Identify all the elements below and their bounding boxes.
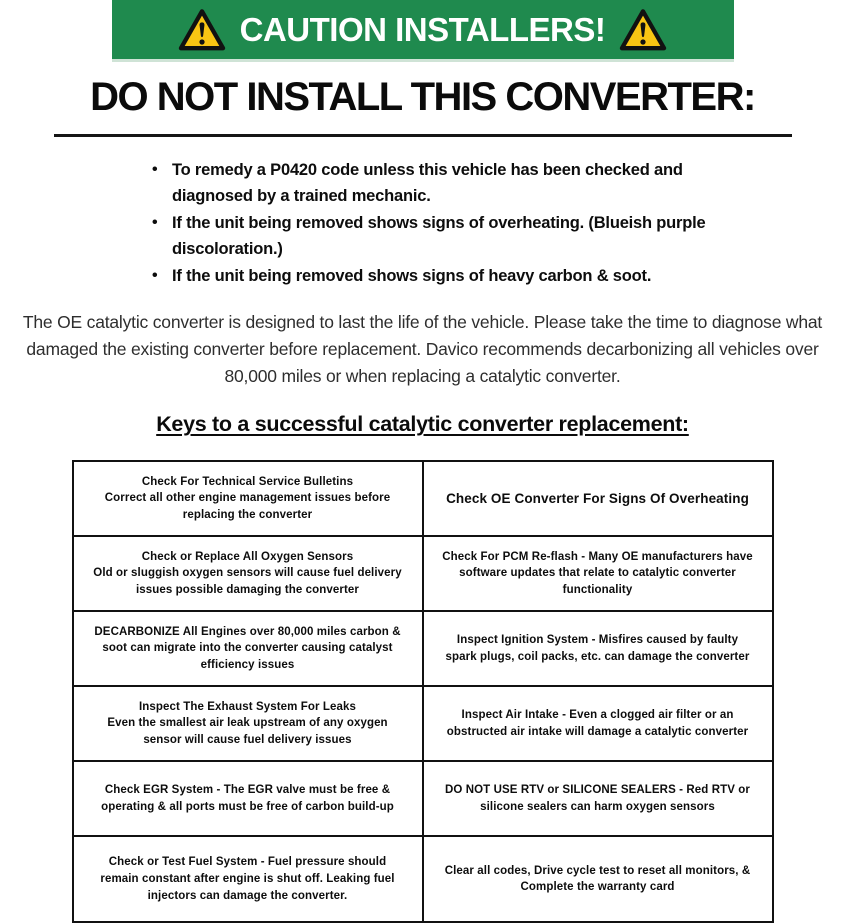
table-cell bbox=[423, 761, 773, 836]
table-cell bbox=[73, 611, 423, 686]
table-cell bbox=[423, 461, 773, 536]
table-cell bbox=[73, 761, 423, 836]
caution-banner bbox=[112, 0, 734, 62]
table-cell bbox=[423, 836, 773, 922]
cell-text: DECARBONIZE All Engines over 80,000 miles carbon & soot can migrate into the converter causing catalyst efficiency issues bbox=[94, 625, 401, 672]
cell-text: Check For PCM Re-flash - Many OE manufacturers have software updates that relate to catalytic converter functionality bbox=[442, 550, 753, 597]
cell-text: Correct all other engine management issues before replacing the converter bbox=[104, 492, 391, 522]
keys-section-title: Keys to a successful catalytic converter replacement: bbox=[156, 412, 689, 437]
warning-bullet-item: • If the unit being removed shows signs of overheating. (Blueish purple discoloration.) bbox=[150, 210, 715, 263]
cell-text: Clear all codes, Drive cycle test to reset all monitors, & Complete the warranty card bbox=[444, 864, 751, 894]
cell-text: Check or Test Fuel System - Fuel pressure should remain constant after engine is shut off. Leaking fuel injectors can damage the converter. bbox=[100, 856, 395, 902]
cell-text: Check For Technical Service Bulletins bbox=[141, 475, 354, 488]
table-row bbox=[73, 761, 773, 836]
keys-table bbox=[72, 460, 774, 923]
page-title: DO NOT INSTALL THIS CONVERTER: bbox=[90, 75, 755, 119]
cell-text: Old or sluggish oxygen sensors will cause fuel delivery issues possible damaging the converter bbox=[93, 567, 402, 597]
table-cell bbox=[73, 686, 423, 761]
table-cell bbox=[73, 536, 423, 611]
table-row bbox=[73, 536, 773, 611]
cell-text: Check OE Converter For Signs Of Overheating bbox=[446, 491, 749, 507]
banner-title: CAUTION INSTALLERS! bbox=[239, 10, 606, 48]
table-cell bbox=[423, 536, 773, 611]
divider-line bbox=[54, 134, 792, 137]
cell-text: Check EGR System - The EGR valve must be free & operating & all ports must be free of carbon build-up bbox=[101, 784, 394, 813]
warning-bullet-item: • To remedy a P0420 code unless this vehicle has been checked and diagnosed by a trained mechanic. bbox=[150, 157, 715, 210]
warning-bullet-list bbox=[150, 157, 715, 289]
warning-triangle-icon bbox=[619, 8, 667, 52]
table-cell bbox=[73, 836, 423, 922]
intro-paragraph: The OE catalytic converter is designed to last the life of the vehicle. Please take the time to diagnose what damaged the existing converter before replacement. Davico recommends decarbonizing all vehicles over 80,000 miles or when replacing a catalytic converter. bbox=[22, 311, 823, 387]
cell-text: Inspect Air Intake - Even a clogged air filter or an obstructed air intake will damage a catalytic converter bbox=[446, 709, 749, 738]
table-row bbox=[73, 611, 773, 686]
warning-triangle-icon bbox=[178, 8, 226, 52]
table-row bbox=[73, 686, 773, 761]
table-cell bbox=[423, 686, 773, 761]
warning-bullet-item: • If the unit being removed shows signs of heavy carbon & soot. bbox=[150, 263, 715, 289]
cell-text: Inspect The Exhaust System For Leaks bbox=[138, 700, 357, 713]
cell-text: DO NOT USE RTV or SILICONE SEALERS - Red RTV or silicone sealers can harm oxygen sensors bbox=[444, 784, 750, 813]
table-cell bbox=[73, 461, 423, 536]
table-row bbox=[73, 836, 773, 922]
cell-text: Inspect Ignition System - Misfires caused by faulty spark plugs, coil packs, etc. can damage the converter bbox=[445, 634, 750, 663]
cell-text: Even the smallest air leak upstream of any oxygen sensor will cause fuel delivery issues bbox=[107, 717, 388, 747]
table-cell bbox=[423, 611, 773, 686]
table-row bbox=[73, 461, 773, 536]
cell-text: Check or Replace All Oxygen Sensors bbox=[141, 550, 354, 563]
